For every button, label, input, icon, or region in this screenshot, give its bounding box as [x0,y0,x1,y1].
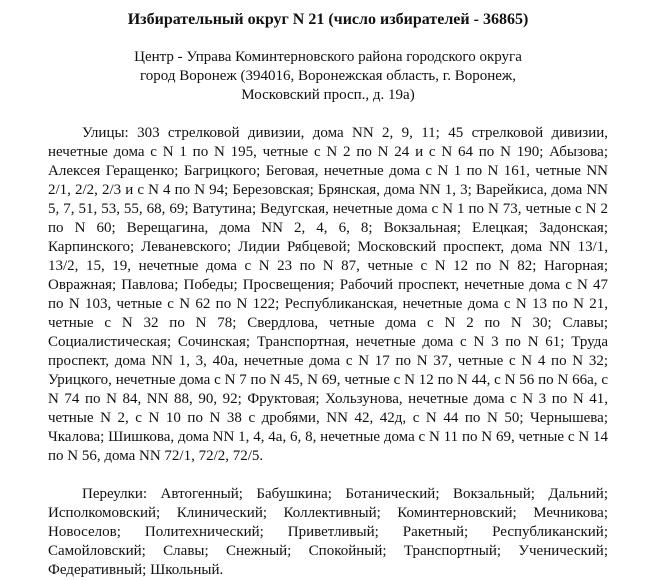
center-address-line-1: Центр - Управа Коминтерновского района городского округа [134,49,522,65]
center-address [48,48,608,105]
center-address-line-2: город Воронеж (394016, Воронежская область, г. Воронеж, [139,68,517,84]
lanes-paragraph: Переулки: Автогенный; Бабушкина; Ботанический; Вокзальный; Дальний; Исполкомовский; Клинический; Коллективный; Коминтерновский; Мечникова; Новоселов; Политехнический; Приветливый; Ракетный; Республиканский; Самойловский; Славы; Снежный; Спокойный; Транспортный; Ученический; Федеративный; Школьный. [48,486,608,578]
streets-paragraph: Улицы: 303 стрелковой дивизии, дома NN 2, 9, 11; 45 стрелковой дивизии, нечетные дома с N 1 по N 195, четные с N 2 по N 24 и с N 64 по N 190; Абызова; Алексея Геращенко; Багрицкого; Беговая, нечетные дома с N 1 по N 161, четные NN 2/1, 2/2, 2/3 и с N 4 по N 94; Березовская; Брянская, дома NN 1, 3; Варейкиса, дома NN 5, 7, 51, 53, 55, 68, 69; Ватутина; Ведугская, нечетные дома с N 1 по N 73, четные с N 2 по N 60; Верещагина, дома NN 2, 4, 6, 8; Вокзальная; Елецкая; Задонская; Карпинского; Леваневского; Лидии Рябцевой; Московский проспект, дома NN 13/1, 13/2, 15, 19, нечетные дома с N 23 по N 87, четные с N 12 по N 82; Нагорная; Овражная; Павлова; Победы; Просвещения; Рабочий проспект, нечетные дома с N 47 по N 103, четные с N 62 по N 122; Республиканская, нечетные дома с N 13 по N 21, четные с N 32 по N 78; Свердлова, четные дома с N 2 по N 30; Славы; Социалистическая; Сочинская; Транспортная, нечетные дома с N 3 по N 61; Труда проспект, дома NN 1, 3, 40а, нечетные дома с N 17 по N 37, четные с N 4 по N 32; Урицкого, нечетные дома с N 7 по N 45, N 69, четные с N 12 по N 44, с N 56 по N 66а, с N 74 по N 84, NN 88, 90, 92; Фруктовая; Хользунова, нечетные дома с N 3 по N 41, четные N 2, с N 10 по N 38 с дробями, NN 42, 42д, с N 44 по N 50; Чернышева; Чкалова; Шишкова, дома NN 1, 4, 4а, 6, 8, нечетные дома с N 11 по N 69, четные с N 14 по N 56, дома NN 72/1, 72/2, 72/5. [48,125,608,464]
district-title: Избирательный округ N 21 (число избирателей - 36865) [127,11,529,28]
center-address-line-3: Московский просп., д. 19а) [241,87,415,103]
